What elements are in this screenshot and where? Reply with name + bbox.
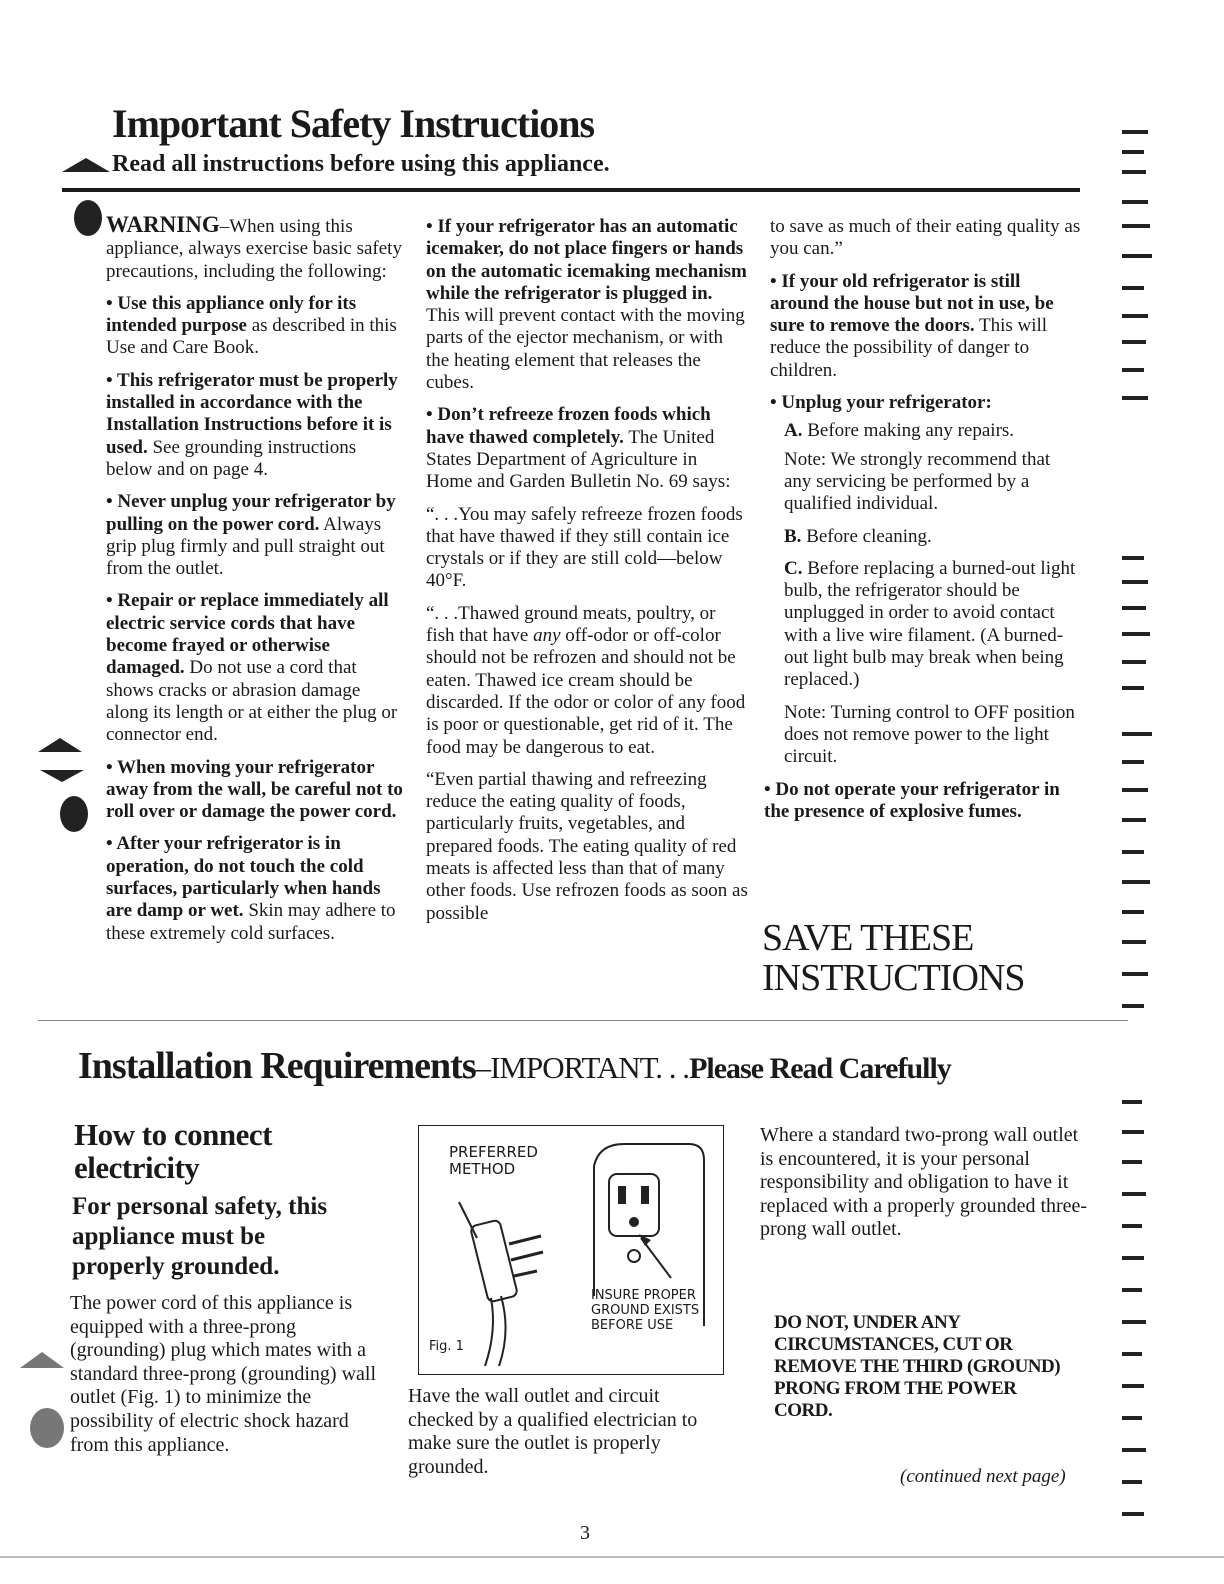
item-text: The United States Department of Agriculture in Home and Garden Bulletin No. 69 says: <box>426 426 731 493</box>
item-bold: • Never unplug your refrigerator by pulling on the power cord. <box>106 491 396 535</box>
item-bold: • Use this appliance only for its intended purpose <box>106 292 357 337</box>
figure-1 <box>418 1125 724 1375</box>
list-item <box>106 293 406 360</box>
arrow-icon <box>40 770 84 782</box>
continued-note: (continued next page) <box>900 1466 1066 1487</box>
ground-prong-warning: DO NOT, UNDER ANY CIRCUMSTANCES, CUT OR REMOVE THE THIRD (GROUND) PRONG FROM THE POWER CORD. <box>774 1312 1061 1421</box>
item-bold: • When moving your refrigerator away from the wall, be careful not to roll over or damage the power cord. <box>106 756 403 823</box>
divider <box>0 1556 1224 1558</box>
item-bold: • This refrigerator must be properly installed in accordance with the Installation Instructions before it is used. <box>106 369 398 458</box>
list-item <box>106 370 406 481</box>
two-prong-paragraph: Where a standard two-prong wall outlet is encountered, it is your personal responsibility and obligation to have it replaced with a properly grounded three-prong wall outlet. <box>760 1124 1088 1241</box>
item-text: Always grip plug firmly and pull straight out from the outlet. <box>106 513 385 580</box>
item-bold: • Don’t refreeze frozen foods which have thawed completely. <box>426 404 711 448</box>
list-item: • If your old refrigerator is still around the house but not in use, be sure to remove the doors. This will reduce the possibility of danger to children. <box>770 270 1054 381</box>
safety-column-2 <box>426 216 748 935</box>
item-bold: • After your refrigerator is in operation, do not touch the cold surfaces, particularly when hands are damp or wet. <box>106 833 381 922</box>
list-item: • Do not operate your refrigerator in the presence of explosive fumes. <box>764 778 1060 822</box>
section-subheading: For personal safety, this appliance must be properly grounded. <box>72 1193 328 1280</box>
list-item <box>106 833 406 944</box>
item-text: Skin may adhere to these extremely cold surfaces. <box>106 900 396 944</box>
item-text: See grounding instructions below and on page 4. <box>106 436 357 480</box>
grounding-paragraph: The power cord of this appliance is equipped with a three-prong (grounding) plug which mates with a standard three-prong (grounding) wall outlet (Fig. 1) to minimize the possibility of electric shock hazard from this appliance. <box>70 1292 377 1456</box>
list-item <box>426 216 748 394</box>
item-bold: • If your refrigerator has an automatic icemaker, do not place fingers or hands on the automatic icemaking mechanism while the refrigerator is plugged in. <box>426 216 747 304</box>
safety-column-3 <box>764 216 1082 833</box>
quote-paragraph: “. . .Thawed ground meats, poultry, or fish that have any off-odor or off-color should not be refrozen and should not be eaten. Thawed ice cream should be discarded. If the odor or color of any food is poor or questionable, get rid of it. The food may be dangerous to eat. <box>426 602 746 758</box>
bullet-blob-icon <box>30 1408 64 1448</box>
warning-text: –When using this appliance, always exercise basic safety precautions, including the following: <box>106 216 402 282</box>
note: Note: Turning control to OFF position does not remove power to the light circuit. <box>784 701 1075 768</box>
arrow-icon <box>38 738 82 752</box>
bullet-blob-icon <box>74 200 102 236</box>
list-item: • Unplug your refrigerator: <box>770 392 992 414</box>
warning-paragraph <box>106 214 406 283</box>
note: Note: We strongly recommend that any servicing be performed by a qualified individual. <box>784 448 1051 515</box>
list-item <box>106 590 406 746</box>
figure-label-preferred: PREFERRED METHOD <box>449 1143 538 1178</box>
arrow-icon <box>62 158 110 172</box>
save-instructions: SAVE THESE INSTRUCTIONS <box>762 917 1025 999</box>
warning-word: WARNING <box>106 212 220 237</box>
safety-column-1 <box>106 214 406 955</box>
quote-paragraph: “. . .You may safely refreeze frozen foods that have thawed if they still contain ice crystals or if they are still cold—below 40°F. <box>426 503 743 592</box>
item-bold: • Repair or replace immediately all electric service cords that have become frayed or otherwise damaged. <box>106 590 389 679</box>
arrow-icon <box>20 1352 64 1368</box>
list-item <box>426 404 748 493</box>
divider <box>38 1020 1128 1021</box>
section-title: Installation Requirements–IMPORTANT. . .Please Read Carefully <box>78 1045 951 1087</box>
figure-label-insure: INSURE PROPER GROUND EXISTS BEFORE USE <box>591 1288 700 1333</box>
page-title: Important Safety Instructions <box>112 101 595 146</box>
divider <box>62 188 1080 192</box>
quote-paragraph: “Even partial thawing and refreezing reduce the eating quality of foods, particularly fruits, vegetables, and prepared foods. The eating quality of red meats is affected less than that of many other foods. Use refrozen foods as soon as possible <box>426 768 748 924</box>
plug-outlet-illustration <box>419 1126 722 1373</box>
page-number: 3 <box>580 1522 590 1544</box>
sub-item: A. Before making any repairs. <box>784 420 1015 442</box>
section-heading: How to connect electricity <box>74 1117 272 1185</box>
margin-marks <box>1122 120 1162 1530</box>
figure-number: Fig. 1 <box>429 1339 464 1354</box>
unplug-sublist <box>770 420 1082 768</box>
sub-item: C. Before replacing a burned-out light bulb, the refrigerator should be unplugged in order to avoid contact with a live wire filament. (A burned-out light bulb may break when being replaced.) <box>784 557 1076 691</box>
bullet-blob-icon <box>60 796 88 832</box>
sub-item: B. Before cleaning. <box>784 525 932 547</box>
item-text: This will prevent contact with the moving parts of the ejector mechanism, or with the heating element that releases the cubes. <box>426 305 745 394</box>
page-subtitle: Read all instructions before using this appliance. <box>112 151 610 177</box>
list-item <box>106 491 406 580</box>
quote-end: to save as much of their eating quality as you can.” <box>770 216 1081 260</box>
item-text: Do not use a cord that shows cracks or abrasion damage along its length or at either the plug or connector end. <box>106 657 398 746</box>
item-text: as described in this Use and Care Book. <box>106 315 397 359</box>
figure-caption: Have the wall outlet and circuit checked by a qualified electrician to make sure the outlet is properly grounded. <box>408 1385 698 1478</box>
list-item <box>106 757 406 824</box>
